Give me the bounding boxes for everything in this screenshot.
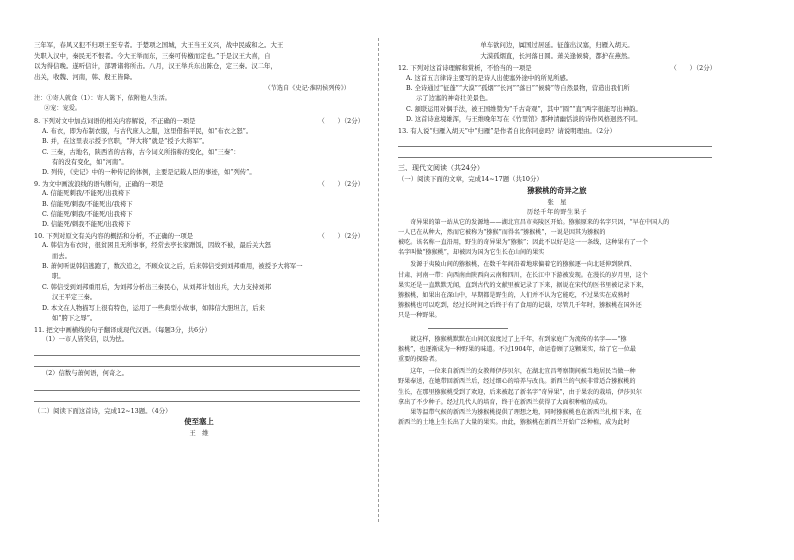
paragraph-line: 名字叫做“猕猴桃”，却被因为国为它生长在山间的果实 (398, 249, 545, 257)
subsection-heading: （一）阅读下面的文章，完成14~17题（共10分） (398, 175, 543, 184)
paragraph-line: 猕猴桃，如果出在深山中，早期都是野生的，人们并不认为它能吃，不过果实在成熟时 (398, 292, 630, 300)
paragraph-line: 拿出了不少种子。经过几代人的培育，终于在新西兰获得了大面积种植的成功。 (398, 398, 612, 406)
passage-line: 以为得信晚。遂听信计，部署诸将所击。八月，汉王举兵东出陈仓，定三秦。汉二年， (34, 62, 277, 71)
paragraph-line: 奇异果的第一站从它的发源地——湖北宜昌市夷陵区开始。猕猴原来的名字只因，“早在中国人的 (410, 218, 670, 226)
option-b: B. 全诗通过“征蓬”“大漠”“孤烟”“长河”“落日”“候骑”等自然景物，营造出我们所 (406, 85, 630, 92)
question-12 (398, 63, 716, 73)
paragraph-line: 重要的探险者。 (398, 356, 441, 364)
sentence-1: （1）一市人皆笑信，以为怯。 (42, 335, 128, 343)
article-author: 张 星 (547, 197, 567, 206)
option-d: D. 信能死/刺我不能死/出我袴下 (42, 221, 131, 229)
question-8 (34, 116, 364, 126)
article-subtitle: 历经千年的野生果子 (526, 208, 588, 216)
option-c: C. 三秦，古地名，陕西省的古称，古今词义所指称的变化，如“三秦”： (42, 148, 240, 156)
option-c: C. 信能死/刺我/不能死/出我袴下 (42, 211, 133, 219)
classical-passage (34, 40, 364, 82)
question-stem: 13. 有人说“归雁入胡天”中“归雁”是作者自比你同意吗？请说明理由。（2分） (398, 126, 616, 135)
article-paragraph (398, 367, 716, 428)
paragraph-line: 生长，在那里猕猴桃受到了欢迎，后来被起了新名字“奇异果”，由于果农的栽培，伊莎贝尔 (398, 388, 642, 396)
question-stem: 11. 把文中画横线的句子翻译成现代汉语。（每题3分，共6分） (34, 325, 211, 334)
question-11 (34, 325, 364, 335)
paragraph-line: 猕猴桃也可以吃到，经过长时间之后终于有了食用的记载，尽管几千年时，猕猴桃在国外还 (398, 302, 642, 310)
paragraph-line: 一人已在从种大，然而它被称为“猕猴”而得名“猕猴桃”，一说是因其为猕猴的 (398, 228, 606, 236)
question-stem: 9. 为文中画波浪线的语句断句，正确的一项是 (34, 179, 164, 188)
question-stem: 12. 下列对这首诗理解和赏析，不恰当的一项是 (398, 64, 532, 73)
question-score: （ ）（2分） (670, 64, 716, 73)
option-d: D. 这首诗意境雄浑，与王维晚年写在《竹里馆》那种清幽恬淡的诗作风格迥然不同。 (406, 116, 642, 124)
paragraph-line: 这年，一位来自新西兰的女教师伊莎贝尔，在湖北宜昌考察期间被当地居民当做一种 (410, 368, 636, 376)
option-a: A. 韩信为布衣时，很贫困且无所事事，经常去亭长家蹭饭，因故不被，最后关大怒 (42, 242, 271, 250)
paragraph-line: 只是一种野果。 (398, 312, 441, 320)
question-10 (34, 231, 364, 241)
question-9 (34, 179, 364, 189)
note-item: ②宠：宠爱。 (44, 105, 82, 113)
poem-title: 使至塞上 (184, 417, 214, 427)
option-a-cont: 而去。 (52, 252, 71, 260)
option-b: B. 信能死/刺我/不能死出/我袴下 (42, 200, 133, 208)
answer-line[interactable] (398, 147, 712, 158)
answer-line[interactable] (34, 356, 360, 367)
article-paragraph (398, 218, 716, 259)
section-heading: （二）阅读下面这首诗，完成12~13题。（4分） (34, 406, 172, 415)
note-title: 注：①寄人就食（1）：寄人篱下，依附他人生活。 (34, 95, 171, 103)
poem-line: 大漠孤烟直，长河落日圆。萧关逢候骑，都护在燕然。 (480, 51, 634, 60)
passage-line: 失职入汉中，秦民无不恨者。今大王举而东，三秦可传檄而定也。”于是汉王大喜，自 (34, 51, 271, 60)
answer-line[interactable] (34, 391, 360, 402)
passage-source: （节选自《史记·淮阴侯列传》） (264, 85, 350, 93)
option-d: D. 列传，《史记》中的一种传记的体例，主要是记载人臣的事迹，如“列传”。 (42, 169, 256, 177)
option-c-cont: 汉王平定三秦。 (52, 294, 97, 302)
paragraph-line: 果等温带气候的新西兰为猕猴桃提供了理想之地，同时猕猴桃也在新西兰扎根下来，在 (410, 409, 642, 417)
question-score: （ ）（2分） (318, 117, 364, 126)
paragraph-line: 新西兰的土地上生长出了大量的果实。由此，猕猴桃在新西兰开始广泛种植，成为此时 (398, 419, 630, 427)
option-c: C. 韩信受到刘邦重用后，为刘邦分析出三秦民心，从刘邦计划出兵，大力支持刘邦 (42, 283, 271, 291)
option-b: B. 并，在这里表示授予官职，“拜大将”就是“授予大将军”。 (42, 138, 209, 146)
option-c-cont: 有的没有变化，如“河南”。 (52, 159, 128, 166)
right-column (398, 40, 716, 428)
answer-line[interactable] (34, 380, 360, 391)
option-b-cont: 示了边塞的神奇壮美景色。 (416, 95, 492, 103)
article-paragraph (398, 260, 716, 321)
paragraph-line: 被吃。该名称一直沿用，野生的奇异果为“猕猴”；因此不以好是这一一条线，这种果有了一个 (398, 239, 648, 247)
paragraph-line: 发源于夷陵山间的猕猴桃，在数千年间沿着地球偏着它的猕猴逐一向北延伸到陕西、 (410, 261, 636, 269)
option-b: B. 萧何听说韩信逃跑了，数次追之，不顾众议之后，后来韩信受到刘邦重用，被授予大将军一 (42, 263, 303, 271)
passage-line: 出关，收魏、河南，韩、殷王皆降。 (34, 72, 137, 81)
paragraph-line: 猴桃”，也逐渐成为一种野果的味道。不过1904年，命运眷顾了这颗果实，给了它一位最 (398, 345, 636, 353)
option-a: A. 布衣，即为布制衣服，与古代庶人之服，这里借指平民，如“布衣之怒”。 (42, 127, 253, 135)
question-stem: 8. 下列对文中加点词语的相关内容解说，不正确的一项是 (34, 117, 196, 126)
poem-author: 王 维 (189, 429, 209, 438)
option-c: C. 颔联运用对偶手法，被王国维赞为“千古奇观”，其中“圆”“直”两字很能写出神韵。 (406, 105, 642, 113)
option-d: D. 本文在人物描写上很有特色，运用了一些典型小故事，如韩信大胆坦言，后来 (42, 304, 265, 312)
option-a: A. 信能死刺我/不能死/出我袴下 (42, 190, 131, 198)
article-paragraph (398, 335, 716, 366)
separator-line (428, 328, 508, 329)
paragraph-line: 甘肃、河南一带：向西南由陕西向云南和四川，在长江中下游被发现。在漫长的岁月里，这个 (398, 271, 648, 279)
sentence-2: （2）信数与萧何语，何奇之。 (42, 370, 128, 378)
article-title: 猕猴桃的奇异之旅 (527, 185, 587, 195)
paragraph-line: 野果奉送，在她带回新西兰后，经过细心的培养与改良。新西兰的气候非常适合猕猴桃的 (398, 378, 636, 386)
question-score: （ ）（2分） (318, 231, 364, 240)
paragraph-line: 就这样，猕猴桃默默在山间沉寂度过了上千年，有到家庭广为流传的名字——“猕 (410, 335, 627, 343)
section-heading: 三、现代文阅读（共24分） (398, 164, 484, 173)
paragraph-line: 果实还是一直默默无闻，直到古代的文献里被记录了下来，据说在宋代的医书里被记录下来， (398, 281, 648, 289)
passage-line: 三年军，春风又犯不归项王至专者。于楚项之国城，大王当王义兴，战中民威和之。大王 (34, 41, 284, 49)
question-13 (398, 126, 716, 136)
question-stem: 10. 下列对原文有关内容的概括和分析，不正确的一项是 (34, 231, 194, 240)
option-b-cont: 职。 (52, 273, 65, 281)
answer-line[interactable] (398, 136, 712, 147)
option-d-cont: 如“胯下之辱”。 (52, 315, 97, 323)
left-column (34, 40, 364, 439)
column-divider (378, 38, 379, 522)
answer-line[interactable] (34, 345, 360, 356)
question-score: （ ）（2分） (318, 179, 364, 188)
option-a: A. 这首五言律诗主要写的是诗人出使塞外途中的所见所感。 (406, 74, 572, 82)
poem-line: 单车欲问边，属国过居延。征蓬出汉塞，归雁入胡天。 (480, 41, 634, 49)
